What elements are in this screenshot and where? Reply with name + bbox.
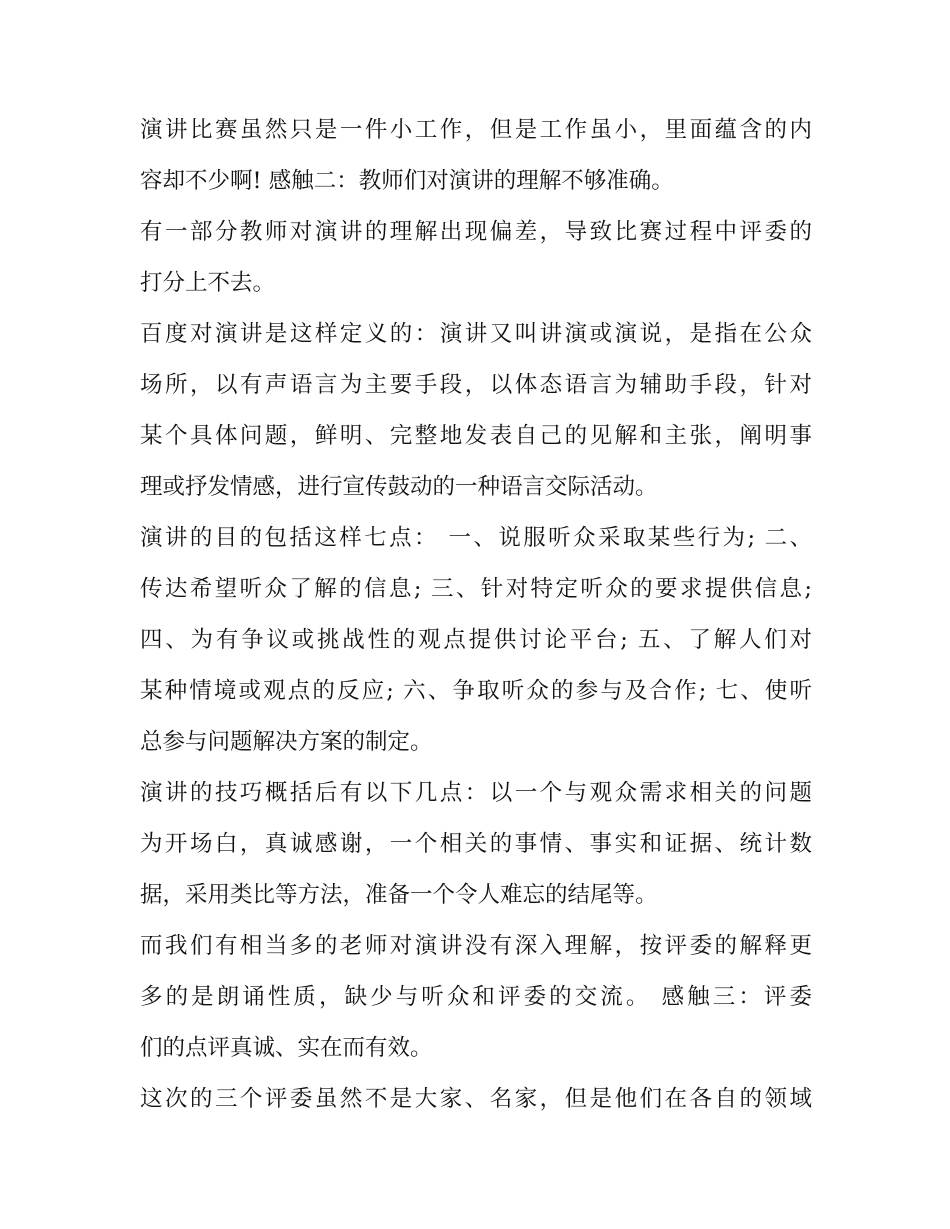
text-line: 这次的三个评委虽然不是大家、名家，但是他们在各自的领域 [140, 1086, 812, 1112]
paragraph-3 [140, 309, 812, 513]
text-line: 为开场白，真诚感谢，一个相关的事情、事实和证据、统计数 [140, 831, 812, 857]
text-line: 场所，以有声语言为主要手段，以体态语言为辅助手段，针对 [140, 372, 812, 398]
text-line: 们的点评真诚、实在而有效。 [140, 1035, 433, 1061]
text-line: 百度对演讲是这样定义的：演讲又叫讲演或演说，是指在公众 [140, 321, 812, 347]
document-body [140, 105, 812, 1125]
text-line: 打分上不去。 [140, 270, 276, 296]
paragraph-7 [140, 1074, 812, 1125]
text-line: 演讲比赛虽然只是一件小工作，但是工作虽小，里面蕴含的内 [140, 117, 812, 143]
text-line: 演讲的目的包括这样七点： 一、说服听众采取某些行为; 二、 [140, 525, 812, 551]
text-line: 理或抒发情感，进行宣传鼓动的一种语言交际活动。 [140, 474, 658, 500]
text-line: 容却不少啊! 感触二：教师们对演讲的理解不够准确。 [140, 168, 674, 194]
paragraph-4 [140, 513, 812, 768]
text-line: 有一部分教师对演讲的理解出现偏差，导致比赛过程中评委的 [140, 219, 812, 245]
text-line: 据，采用类比等方法，准备一个令人难忘的结尾等。 [140, 882, 658, 908]
text-line: 四、为有争议或挑战性的观点提供讨论平台; 五、了解人们对 [140, 627, 812, 653]
paragraph-6 [140, 921, 812, 1074]
paragraph-2 [140, 207, 812, 309]
text-line: 而我们有相当多的老师对演讲没有深入理解，按评委的解释更 [140, 933, 812, 959]
text-line: 传达希望听众了解的信息; 三、针对特定听众的要求提供信息; [140, 576, 812, 602]
text-line: 某种情境或观点的反应; 六、争取听众的参与及合作; 七、使听 [140, 678, 812, 704]
text-line: 演讲的技巧概括后有以下几点：以一个与观众需求相关的问题 [140, 780, 812, 806]
text-line: 某个具体问题，鲜明、完整地发表自己的见解和主张，阐明事 [140, 423, 812, 449]
text-line: 总参与问题解决方案的制定。 [140, 729, 433, 755]
paragraph-1 [140, 105, 812, 207]
paragraph-5 [140, 768, 812, 921]
text-line: 多的是朗诵性质，缺少与听众和评委的交流。 感触三：评委 [140, 984, 812, 1010]
